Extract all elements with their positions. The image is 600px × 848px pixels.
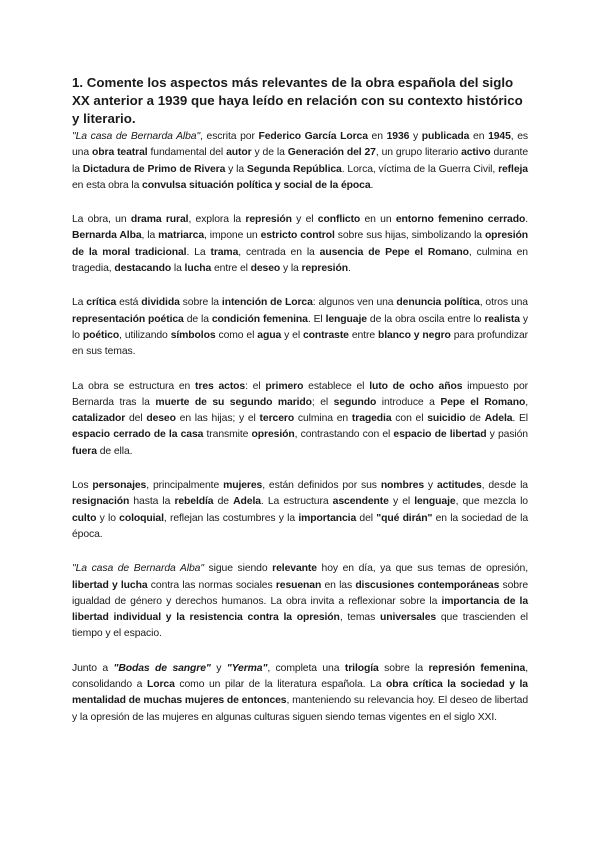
text-run: denuncia política — [396, 297, 480, 309]
text-run: Dictadura de Primo de Rivera — [82, 163, 226, 175]
text-run: Generación del 27 — [287, 147, 376, 159]
text-run: símbolos — [170, 329, 216, 341]
text-run: Los — [72, 480, 93, 492]
text-run: blanco y negro — [377, 329, 451, 341]
text-run: y pasión — [486, 429, 528, 441]
text-run: como el — [215, 329, 258, 341]
text-run: , es una — [72, 131, 529, 159]
text-run: convulsa situación política y social de la época — [142, 179, 371, 191]
text-run: La — [72, 297, 87, 309]
text-run: resuenan — [275, 579, 322, 591]
text-run: sobre la — [378, 662, 429, 674]
text-run: 1945 — [488, 131, 511, 142]
text-run: en — [367, 131, 387, 142]
paragraph — [72, 295, 528, 360]
text-run: y — [409, 131, 422, 142]
text-run: deseo — [250, 263, 281, 275]
text-run: . La — [186, 246, 211, 258]
text-run: culmina en — [294, 413, 352, 425]
text-run: ; el — [311, 396, 334, 408]
text-run: refleja — [498, 163, 528, 175]
text-run: estricto control — [260, 230, 335, 242]
text-run: ascendente — [332, 496, 389, 508]
text-run: sobre la — [179, 297, 222, 309]
text-run: la — [171, 263, 185, 275]
text-run: fuera — [72, 445, 97, 457]
text-run: personajes — [92, 480, 147, 492]
text-run: Junto a — [72, 662, 114, 674]
text-run: crítica — [86, 297, 117, 309]
text-run: contra las normas sociales — [147, 579, 276, 591]
text-run: . La estructura — [260, 496, 333, 508]
text-run: "qué dirán" — [376, 512, 433, 524]
text-run: muerte de su segundo marido — [155, 396, 312, 408]
text-run: . — [525, 214, 529, 226]
text-run: , la — [141, 230, 159, 242]
text-run: Segunda República — [246, 163, 342, 175]
text-run: introduce a — [376, 396, 441, 408]
text-run: y el — [388, 496, 415, 508]
text-run: rebeldía — [174, 496, 214, 508]
question-heading: 1. Comente los aspectos más relevantes de la obra española del siglo XX anterior a 1939 que haya leído en relación con su contexto histórico y literario. — [72, 75, 523, 126]
text-run: lenguaje — [325, 313, 367, 325]
text-run: autor — [226, 147, 252, 159]
text-run: , que mezcla lo — [455, 496, 528, 508]
text-run: : el — [245, 380, 266, 392]
text-run: , — [525, 396, 529, 408]
text-run: establece el — [303, 380, 370, 392]
text-run: "La casa de Bernarda Alba" — [72, 131, 201, 142]
text-run: represión — [245, 214, 292, 226]
text-run: hasta la — [129, 496, 175, 508]
text-run: tercero — [259, 413, 295, 425]
text-run: "Yerma" — [226, 662, 268, 674]
text-run: . Lorca, víctima de la Guerra Civil, — [341, 163, 499, 175]
text-run: , completa una — [267, 662, 345, 674]
text-run: sigue siendo — [203, 563, 273, 575]
text-run: y lo — [72, 313, 528, 341]
text-run: Adela — [484, 413, 513, 425]
text-run: impuesto por Bernarda tras la — [72, 380, 529, 408]
paragraph — [72, 212, 528, 277]
text-run: , culmina en tragedia, — [72, 246, 528, 275]
text-run: opresión — [251, 429, 295, 441]
text-run: represión — [301, 263, 348, 275]
text-run: y la — [225, 163, 247, 175]
text-run: opresión de la moral tradicional — [72, 230, 529, 258]
text-run: actitudes — [436, 480, 482, 492]
text-run: , contrastando con el — [294, 429, 394, 441]
text-run: , manteniendo su relevancia hoy. El deseo de libertad y la opresión de las mujeres en algunas culturas siguen siendo temas vigentes en el siglo XXI. — [72, 695, 528, 723]
text-run: matriarca — [158, 230, 205, 242]
text-run: primero — [265, 380, 304, 392]
text-run: del — [125, 413, 147, 425]
text-run: sobre sus hijas, simbolizando la — [334, 230, 485, 242]
text-run: , impone un — [204, 230, 261, 242]
text-run: intención de Lorca — [221, 297, 313, 309]
text-run: "La casa de Bernarda Alba" — [72, 563, 204, 575]
text-run: de la obra oscila entre lo — [366, 313, 485, 325]
text-run: entorno femenino cerrado — [395, 214, 526, 226]
text-run: y — [424, 480, 437, 492]
text-run: conflicto — [317, 214, 361, 226]
paragraph — [72, 379, 528, 460]
text-run: que trascienden el tiempo y el espacio. — [72, 612, 528, 640]
text-run: en esta obra la — [72, 179, 143, 191]
text-run: agua — [257, 329, 282, 341]
text-run: Lorca — [146, 679, 175, 691]
text-run: con el — [391, 413, 428, 425]
text-run: transmite — [203, 429, 252, 441]
text-run: , temas — [339, 612, 380, 624]
text-run: de ella. — [96, 445, 133, 457]
essay-body — [72, 129, 528, 726]
text-run: y lo — [96, 512, 120, 524]
text-run: . — [347, 263, 351, 275]
text-run: lenguaje — [414, 496, 456, 508]
text-run: durante la — [72, 147, 529, 175]
text-run: , reflejan las costumbres y la — [163, 512, 299, 524]
text-run: de la — [183, 313, 212, 325]
text-run: : algunos ven una — [312, 297, 397, 309]
text-run: mujeres — [223, 480, 263, 492]
text-run: espacio cerrado de la casa — [72, 429, 204, 441]
text-run: hoy en día, ya que sus temas de opresión, — [316, 563, 528, 575]
paragraph — [72, 661, 528, 726]
text-run: La obra se estructura en — [72, 380, 196, 392]
paragraph — [72, 561, 528, 642]
text-run: universales — [379, 612, 437, 624]
text-run: activo — [461, 147, 491, 159]
text-run: La obra, un — [72, 214, 131, 226]
text-run: discusiones contemporáneas — [355, 579, 500, 591]
text-run: . El — [512, 413, 529, 425]
text-run: , explora la — [188, 214, 246, 226]
text-run: en las — [321, 579, 356, 591]
text-run: libertad y lucha — [72, 579, 148, 591]
text-run: tres actos — [195, 380, 246, 392]
text-run: , desde la — [481, 480, 528, 492]
text-run: del — [356, 512, 377, 524]
text-run: como un pilar de la literatura española. La — [174, 679, 387, 691]
text-run: está — [116, 297, 142, 309]
text-run: lucha — [184, 263, 212, 275]
text-run: Pepe el Romano — [440, 396, 526, 408]
text-run: en un — [360, 214, 396, 226]
text-run: sobre igualdad de género y derechos humanos. La obra invita a reflexionar sobre la — [72, 579, 529, 607]
text-run: Bernarda Alba — [72, 230, 142, 242]
text-run: segundo — [333, 396, 377, 408]
text-run: entre el — [211, 263, 251, 275]
text-run: , principalmente — [146, 480, 224, 492]
text-run: drama rural — [130, 214, 189, 226]
text-run: . El — [307, 313, 326, 325]
text-run: , escrita por — [200, 131, 259, 142]
text-run: , están definidos por sus — [262, 480, 381, 492]
text-run: catalizador — [72, 413, 126, 425]
text-run: , centrada en la — [238, 246, 320, 258]
text-run: luto de ocho años — [369, 380, 463, 392]
text-run: en — [469, 131, 489, 142]
text-run: tragedia — [351, 413, 392, 425]
text-run: deseo — [146, 413, 176, 425]
text-run: ausencia de Pepe el Romano — [319, 246, 469, 258]
text-run: obra teatral — [92, 147, 148, 159]
text-run: y la — [280, 263, 302, 275]
text-run: importancia — [298, 512, 357, 524]
text-run: destacando — [114, 263, 172, 275]
text-run: y el — [281, 329, 303, 341]
text-run: trilogía — [344, 662, 379, 674]
text-run: entre — [348, 329, 378, 341]
text-run: publicada — [421, 131, 470, 142]
text-run: realista — [484, 313, 520, 325]
text-run: . — [370, 179, 374, 191]
text-run: , un grupo literario — [375, 147, 462, 159]
text-run: represión femenina — [428, 662, 526, 674]
text-run: en las hijas; y el — [175, 413, 260, 425]
text-run: suicidio — [427, 413, 466, 425]
text-run: nombres — [380, 480, 424, 492]
text-run: 1936 — [386, 131, 410, 142]
text-run: y de la — [251, 147, 288, 159]
text-run: Federico García Lorca — [258, 131, 368, 142]
text-run: Adela — [233, 496, 261, 508]
text-run: dividida — [141, 297, 180, 309]
text-run: relevante — [272, 563, 317, 575]
text-run: coloquial — [119, 512, 164, 524]
text-run: para profundizar en sus temas. — [72, 329, 528, 358]
text-run: poético — [82, 329, 120, 341]
paragraph — [72, 129, 528, 194]
text-run: importancia de la libertad individual y la resistencia contra la opresión — [72, 595, 528, 624]
text-run: , otros una — [479, 297, 528, 309]
text-run: "Bodas de sangre" — [113, 662, 211, 674]
paragraph — [72, 478, 528, 543]
text-run: , consolidando a — [72, 662, 529, 691]
text-run: de — [213, 496, 234, 508]
text-run: trama — [210, 246, 239, 258]
text-run: , utilizando — [119, 329, 171, 341]
text-run: condición femenina — [211, 313, 308, 325]
text-run: espacio de libertad — [393, 429, 487, 441]
text-run: de — [465, 413, 485, 425]
text-run: contraste — [302, 329, 349, 341]
text-run: obra crítica la sociedad y la mentalidad de muchas mujeres de entonces — [72, 679, 528, 707]
text-run: representación poética — [72, 313, 184, 325]
text-run: y — [210, 662, 227, 674]
text-run: en la sociedad de la época. — [72, 512, 529, 540]
text-run: culto — [72, 512, 97, 524]
text-run: fundamental del — [147, 147, 227, 159]
text-run: y el — [291, 214, 318, 226]
text-run: resignación — [72, 496, 130, 508]
